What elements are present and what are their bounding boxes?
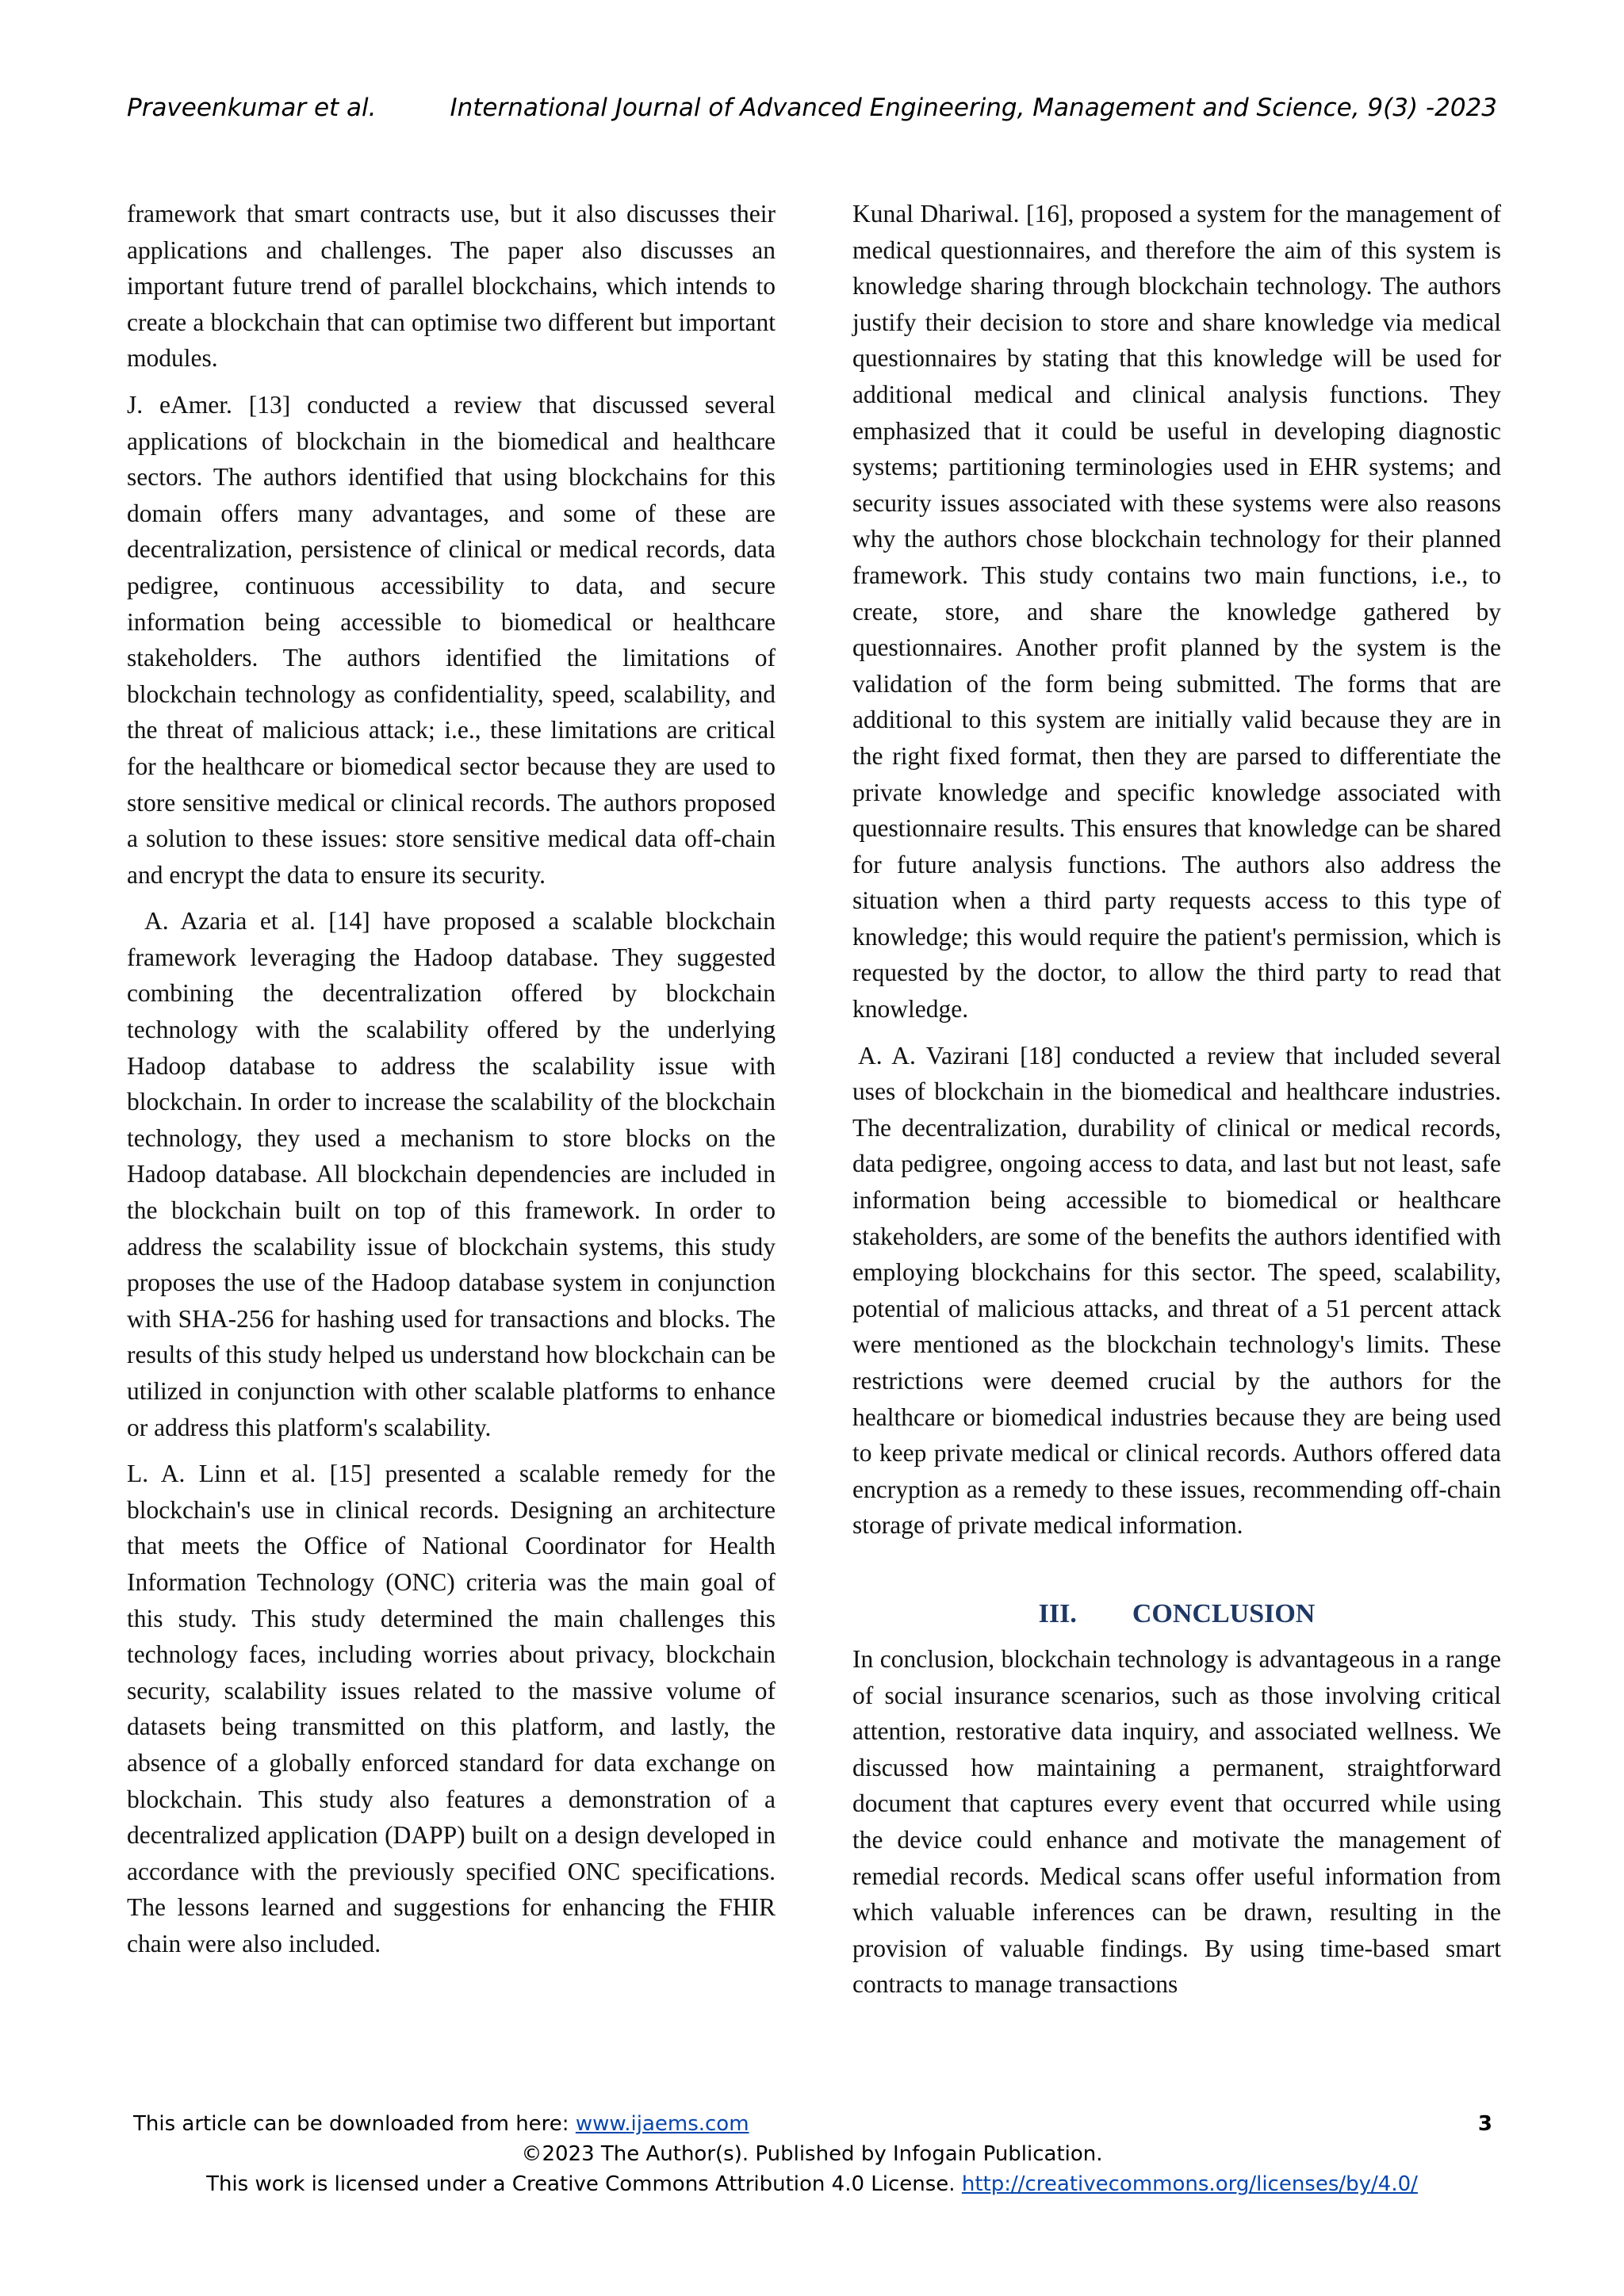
paragraph: Kunal Dhariwal. [16], proposed a system for the management of medical questionnaires, and therefore the aim of this system is knowledge sharing through blockchain technology. The authors justify their decision to store and share knowledge via medical questionnaires by stating that this knowledge will be used for additional medical and clinical analysis functions. They emphasized that it could be useful in developing diagnostic systems; partitioning terminologies used in EHR systems; and security issues associated with these systems were also reasons why the authors chose blockchain technology for their planned framework. This study contains two main functions, i.e., to create, store, and share the knowledge gathered by questionnaires. Another profit planned by the system is the validation of the form being submitted. The forms that are additional to this system are initially valid because they are in the right fixed format, then they are parsed to differentiate the private knowledge and specific knowledge associated with questionnaire results. This ensures that knowledge can be shared for future analysis functions. The authors also address the situation when a third party requests access to this type of knowledge; this would require the patient's permission, which is requested by the doctor, to allow the third party to read that knowledge. xyxy=(852,200,1501,1024)
journal-website-link[interactable]: www.ijaems.com xyxy=(575,2112,749,2136)
paragraph: In conclusion, blockchain technology is advantageous in a range of social insurance scenarios, such as those involving critical attention, restorative data inquiry, and associated wellness. We discussed how maintaining a permanent, straightforward document that captures every event that occurred while using the device could enhance and motivate the management of remedial records. Medical scans offer useful information from which valuable inferences can be drawn, resulting in the provision of valuable findings. By using time-based smart contracts to manage transactions xyxy=(852,1644,1501,1999)
paragraph: A. A. Vazirani [18] conducted a review that included several uses of blockchain in the biomedical and healthcare industries. The decentralization, durability of clinical or medical records, data pedigree, ongoing access to data, and last but not least, safe information being accessible to biomedical or healthcare stakeholders, are some of the benefits the authors identified with employing blockchains for this sector. The speed, scalability, potential of malicious attacks, and threat of a 51 percent attack were mentioned as the blockchain technology's limits. These restrictions were deemed crucial by the authors for the healthcare or biomedical industries because they are being used to keep private medical or clinical records. Authors offered data encryption as a remedy to these issues, recommending off-chain storage of private medical information. xyxy=(852,1041,1501,1540)
paragraph: framework that smart contracts use, but it also discusses their applications and challenges. The paper also discusses an important future trend of parallel blockchains, which intends to create a blockchain that can optimise two different but important modules. xyxy=(127,200,776,373)
header-authors: Praveenkumar et al. xyxy=(127,94,377,122)
header-journal: International Journal of Advanced Engineering, Management and Science, 9(3) -2023 xyxy=(450,94,1497,122)
footer-download-line xyxy=(127,2112,1503,2136)
paragraph: L. A. Linn et al. [15] presented a scalable remedy for the blockchain's use in clinical records. Designing an architecture that meets the Office of National Coordinator for Health Information Technology (ONC) criteria was the main goal of this study. This study determined the main challenges this technology faces, including worries about privacy, blockchain security, scalability issues related to the massive volume of datasets being transmitted on this platform, and lastly, the absence of a globally enforced standard for data exchange on blockchain. This study also features a demonstration of a decentralized application (DAPP) built on a design developed in accordance with the previously specified ONC specifications. The lessons learned and suggestions for enhancing the FHIR chain were also included. xyxy=(127,1460,776,1957)
footer-license-text: This work is licensed under a Creative Commons Attribution 4.0 License. xyxy=(206,2172,962,2196)
footer-license-line xyxy=(127,2172,1497,2196)
page-number: 3 xyxy=(1477,2112,1492,2136)
footer-download-text: This article can be downloaded from here: xyxy=(133,2112,576,2136)
paragraph: J. eAmer. [13] conducted a review that discussed several applications of blockchain in the biomedical and healthcare sectors. The authors identified that using blockchains for this domain offers many advantages, and some of these are decentralization, persistence of clinical or medical records, data pedigree, continuous accessibility to data, and secure information being accessible to biomedical or healthcare stakeholders. The authors identified the limitations of blockchain technology as confidentiality, speed, scalability, and the threat of malicious attack; i.e., these limitations are critical for the healthcare or biomedical sector because they are used to store sensitive medical or clinical records. The authors proposed a solution to these issues: store sensitive medical data off-chain and encrypt the data to ensure its security. xyxy=(127,390,776,889)
left-column xyxy=(127,196,776,1973)
right-column xyxy=(852,196,1501,2013)
section-heading xyxy=(852,1596,1501,1632)
section-title: CONCLUSION xyxy=(1132,1598,1316,1628)
paragraph: A. Azaria et al. [14] have proposed a scalable blockchain framework leveraging the Hadoop database. They suggested combining the decentralization offered by blockchain technology with the scalability offered by the underlying Hadoop database to address the scalability issue with blockchain. In order to increase the scalability of the blockchain technology, they used a mechanism to store blocks on the Hadoop database. All blockchain dependencies are included in the blockchain built on top of this framework. In order to address the scalability issue of blockchain systems, this study proposes the use of the Hadoop database system in conjunction with SHA-256 for hashing used for transactions and blocks. The results of this study helped us understand how blockchain can be utilized in conjunction with other scalable platforms to enhance or address this platform's scalability. xyxy=(127,907,776,1441)
license-link[interactable]: http://creativecommons.org/licenses/by/4.0/ xyxy=(961,2172,1418,2196)
section-number: III. xyxy=(1038,1598,1077,1628)
footer-copyright: ©2023 The Author(s). Published by Infogain Publication. xyxy=(521,2142,1103,2166)
